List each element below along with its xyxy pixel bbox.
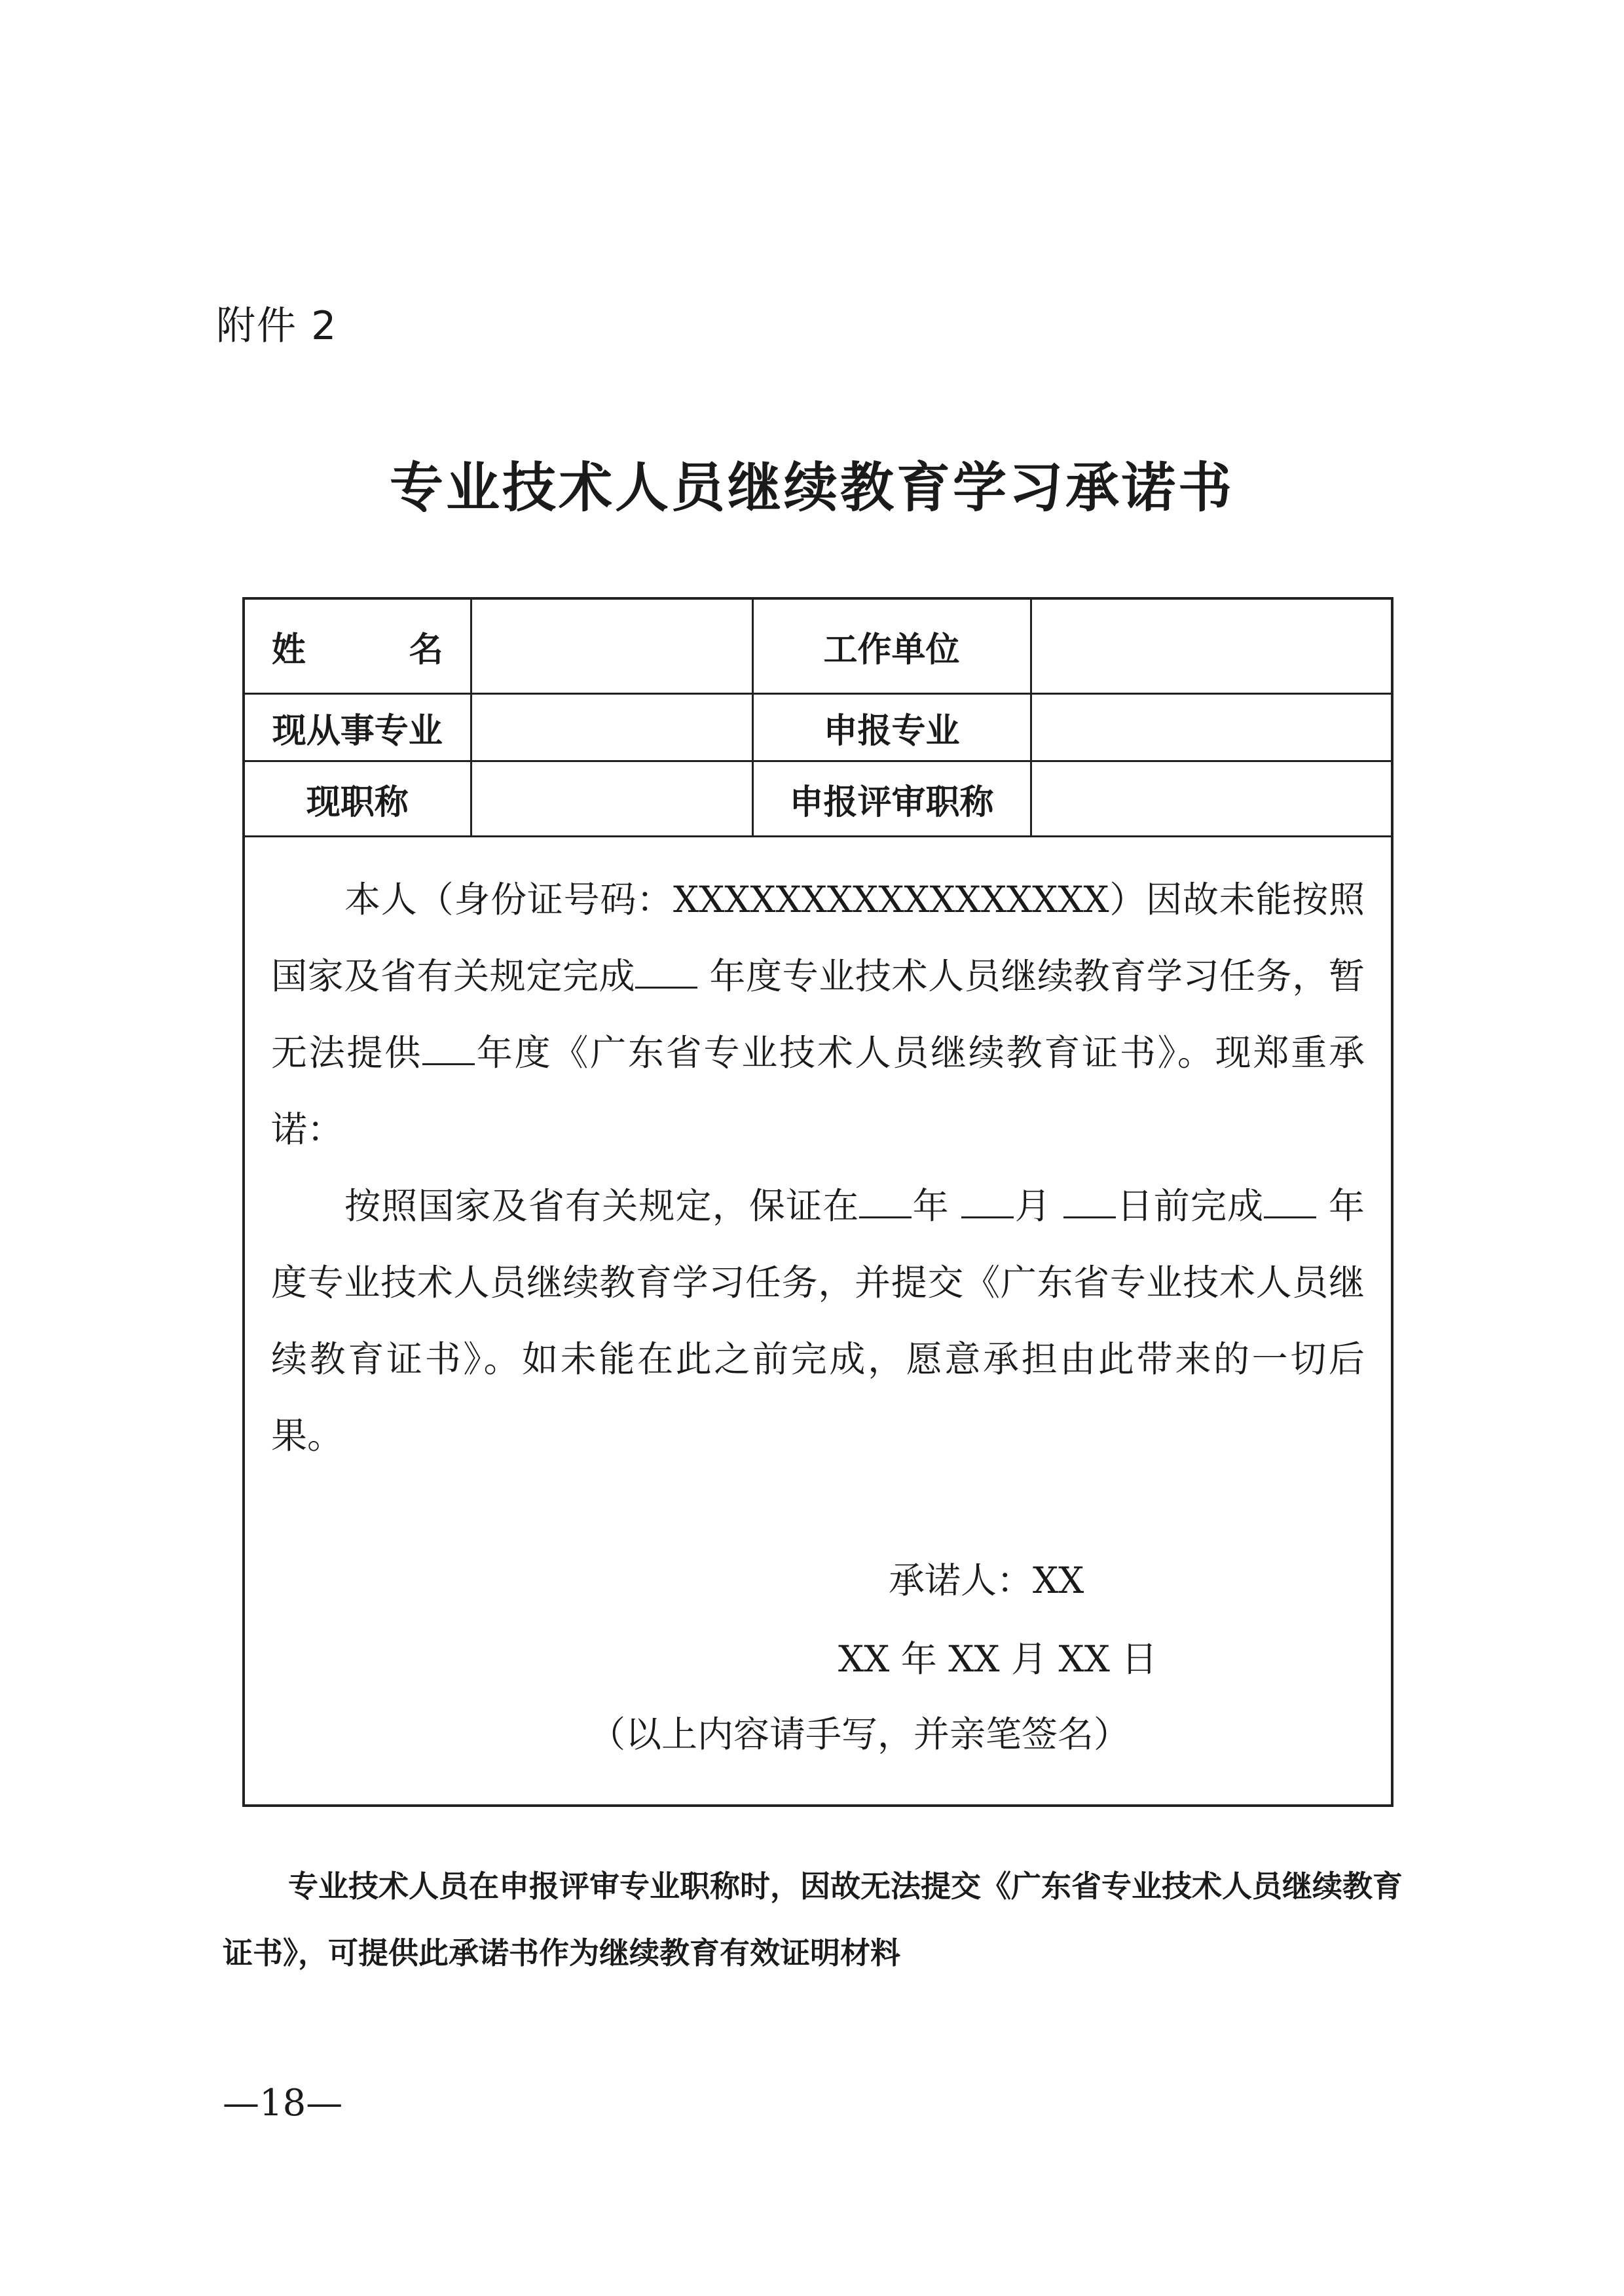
current-title-field[interactable] (471, 761, 752, 837)
handwrite-note: （以上内容请手写，并亲笔签名） (589, 1713, 1130, 1755)
pledge-text: 按照国家及省有关规定，保证在 (344, 1185, 860, 1227)
work-unit-label: 工作单位 (752, 600, 1031, 694)
pledge-text: 月 (1014, 1185, 1052, 1227)
table-row (245, 694, 1391, 761)
year-blank[interactable] (635, 949, 697, 989)
page-number: —18— (223, 2082, 343, 2124)
pledge-paragraph-1 (271, 862, 1365, 1168)
signer: 承诺人：XX (889, 1559, 1084, 1601)
pledge-paragraph-2 (271, 1168, 1365, 1474)
current-title-label: 现职称 (245, 761, 471, 837)
name-field[interactable] (471, 600, 752, 694)
work-unit-field[interactable] (1031, 600, 1391, 694)
apply-title-field[interactable] (1031, 761, 1391, 837)
month-blank[interactable] (961, 1178, 1014, 1218)
table-row (245, 600, 1391, 694)
info-table (245, 600, 1391, 837)
pledge-body (245, 862, 1391, 1474)
pledge-text: 年度专业技术人员继续教育学习任务，暂无法提供 (271, 955, 1365, 1074)
current-major-field[interactable] (471, 694, 752, 761)
table-row (245, 761, 1391, 837)
pledge-text: 年度《广东省专业技术人员继续教育证书》。现郑重承诺： (271, 1032, 1365, 1150)
document-title: 专业技术人员继续教育学习承诺书 (389, 457, 1234, 519)
footnote: 专业技术人员在申报评审专业职称时，因故无法提交《广东省专业技术人员继续教育证书》，可提供此承诺书作为继续教育有效证明材料 (223, 1868, 1403, 1971)
pledge-text: 年度专业技术人员继续教育学习任务，并提交《广东省专业技术人员继续教育证书》。如未能在此之前完成，愿意承担由此带来的一切后果。 (271, 1185, 1365, 1457)
apply-major-field[interactable] (1031, 694, 1391, 761)
pledge-text: 本人（身份证号码：XXXXXXXXXXXXXXXXX）因故未能按照国家及省有关规定完成 (271, 879, 1365, 997)
year-blank[interactable] (859, 1178, 912, 1218)
attachment-label: 附件 2 (216, 303, 338, 349)
year-blank[interactable] (1264, 1178, 1316, 1218)
apply-major-label: 申报专业 (752, 694, 1031, 761)
pledge-text: 年 (912, 1185, 950, 1227)
pledge-text: 日前完成 (1116, 1185, 1264, 1227)
sign-date: XX 年 XX 月 XX 日 (838, 1638, 1158, 1680)
year-blank[interactable] (422, 1025, 475, 1065)
day-blank[interactable] (1063, 1178, 1116, 1218)
current-major-label: 现从事专业 (245, 694, 471, 761)
apply-title-label: 申报评审职称 (752, 761, 1031, 837)
name-label: 姓 名 (245, 600, 471, 694)
pledge-form (242, 597, 1393, 1807)
